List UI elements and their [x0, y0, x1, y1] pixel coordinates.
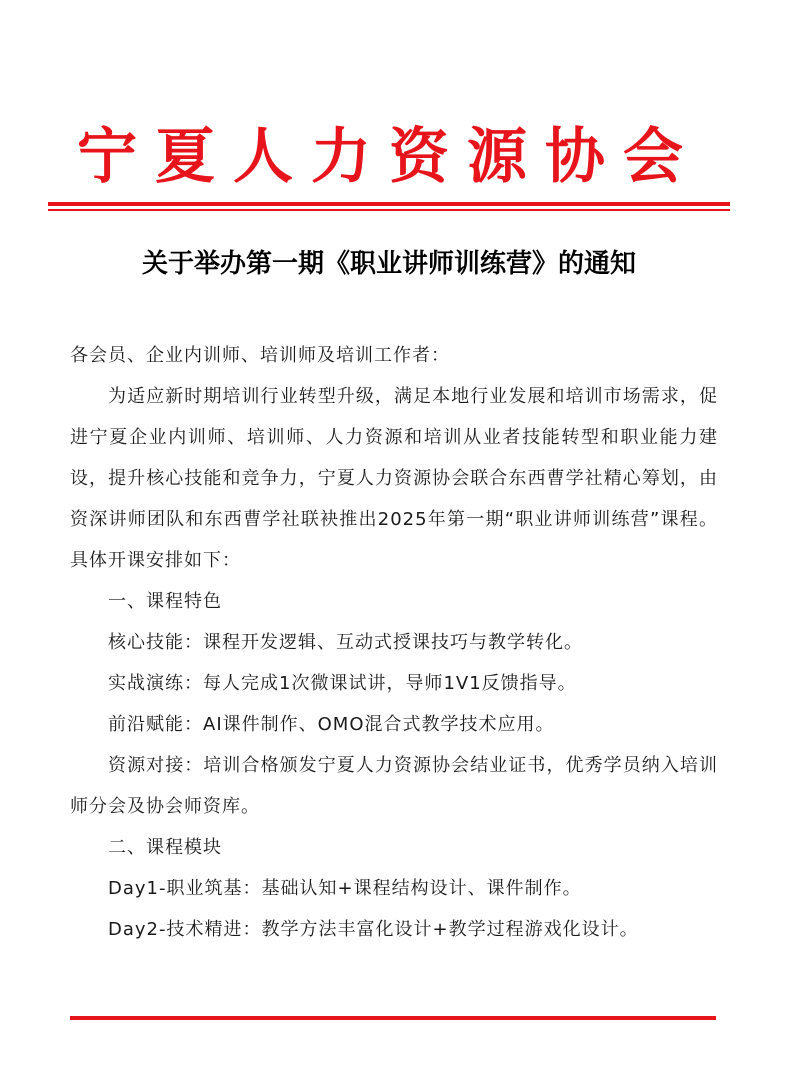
section-heading-features: 一、课程特色	[108, 591, 222, 612]
footer-rule	[70, 1016, 716, 1020]
header-rule-thick	[48, 202, 730, 206]
org-name-heading: 宁夏人力资源协会	[77, 122, 701, 192]
salutation: 各会员、企业内训师、培训师及培训工作者：	[70, 345, 450, 366]
module-item-day1: Day1-职业筑基：基础认知+课程结构设计、课件制作。	[108, 878, 582, 899]
feature-item-core-skills: 核心技能：课程开发逻辑、互动式授课技巧与教学转化。	[108, 632, 583, 653]
module-item-day2: Day2-技术精进：教学方法丰富化设计+教学过程游戏化设计。	[108, 919, 639, 940]
header-rule-thin	[48, 209, 730, 211]
notice-body	[70, 335, 718, 950]
feature-item-practice: 实战演练：每人完成1次微课试讲，导师1V1反馈指导。	[108, 673, 577, 694]
section-heading-modules: 二、课程模块	[108, 837, 222, 858]
feature-item-frontier: 前沿赋能：AI课件制作、OMO混合式教学技术应用。	[108, 714, 555, 735]
notice-title: 关于举办第一期《职业讲师训练营》的通知	[141, 249, 636, 279]
intro-paragraph: 为适应新时期培训行业转型升级，满足本地行业发展和培训市场需求，促进宁夏企业内训师、培训师、人力资源和培训从业者技能转型和职业能力建设，提升核心技能和竞争力，宁夏人力资源协会联合东西曹学社精心筹划，由资深讲师团队和东西曹学社联袂推出2025年第一期“职业讲师训练营”课程。具体开课安排如下：	[70, 386, 718, 571]
feature-item-resources: 资源对接：培训合格颁发宁夏人力资源协会结业证书，优秀学员纳入培训师分会及协会师资库。	[70, 755, 718, 817]
